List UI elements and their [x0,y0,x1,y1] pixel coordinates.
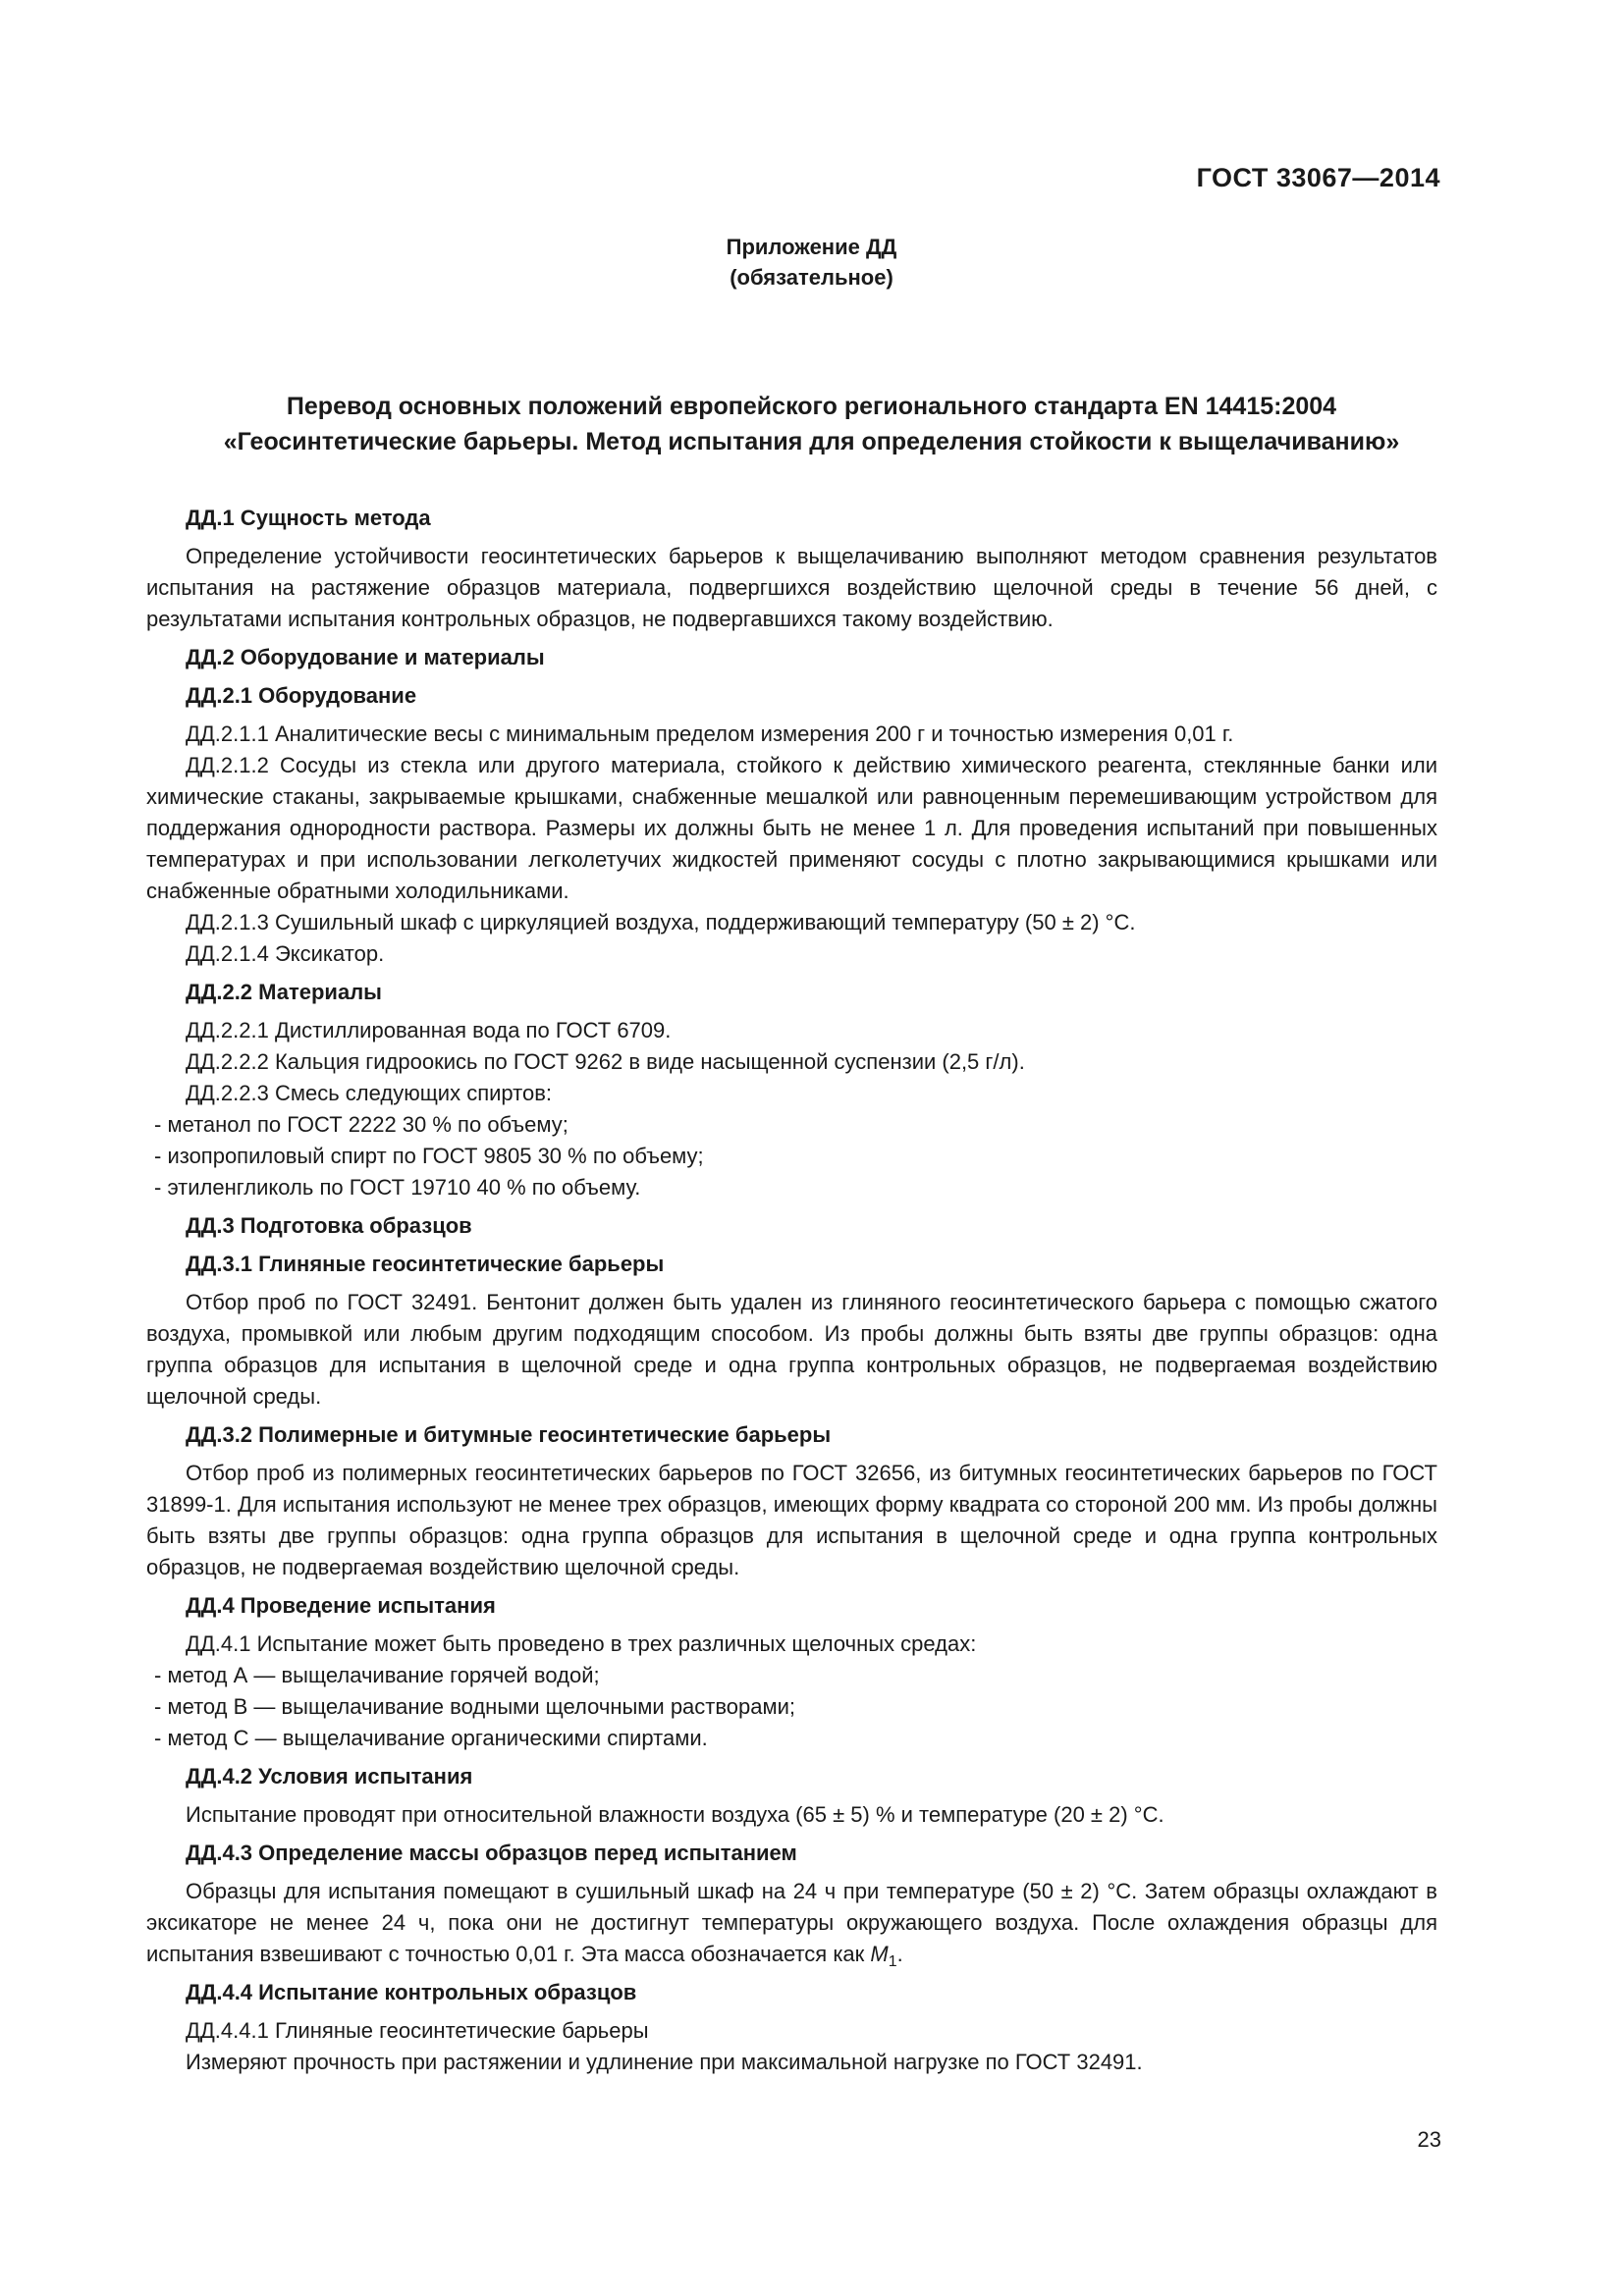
document-body [146,496,1437,2078]
section-heading: ДД.1 Сущность метода [186,506,431,530]
clause: ДД.2.1.4 Эксикатор. [186,941,385,966]
list-item: - этиленгликоль по ГОСТ 19710 40 % по объему. [154,1175,641,1200]
mass-subscript: 1 [888,1953,897,1970]
clause: ДД.2.2.3 Смесь следующих спиртов: [186,1081,553,1105]
clause: ДД.2.2.1 Дистиллированная вода по ГОСТ 6709. [186,1018,672,1042]
subsection-heading: ДД.4.3 Определение массы образцов перед испытанием [186,1841,797,1865]
list-item: - метод В — выщелачивание водными щелочными растворами; [154,1694,796,1719]
clause: ДД.4.4.1 Глиняные геосинтетические барьеры [186,2018,649,2043]
subsection-heading: ДД.3.1 Глиняные геосинтетические барьеры [186,1252,665,1276]
list-item: - метод А — выщелачивание горячей водой; [154,1663,600,1687]
clause: ДД.2.2.2 Кальция гидроокись по ГОСТ 9262 в виде насыщенной суспензии (2,5 г/л). [186,1049,1025,1074]
paragraph: Определение устойчивости геосинтетических барьеров к выщелачиванию выполняют методом сравнения результатов испытания на растяжение образцов материала, подвергшихся воздействию щелочной среды в течение 56 дней, с результатами испытания контрольных образцов, не подвергавшихся такому воздействию. [146,544,1437,631]
mass-symbol: M [870,1942,889,1966]
section-heading: ДД.2 Оборудование и материалы [186,645,545,669]
list-item: - метод С — выщелачивание органическими спиртами. [154,1726,708,1750]
annex-heading [0,232,1623,293]
clause: ДД.2.1.1 Аналитические весы с минимальным пределом измерения 200 г и точностью измерения 0,01 г. [186,721,1234,746]
subsection-heading: ДД.4.4 Испытание контрольных образцов [186,1980,637,2004]
paragraph: Отбор проб из полимерных геосинтетических барьеров по ГОСТ 32656, из битумных геосинтетических барьеров по ГОСТ 31899-1. Для испытания используют не менее трех образцов, имеющих форму квадрата со стороной 200 мм. Из пробы должны быть взяты две группы образцов: одна группа образцов для испытания в щелочной среде и одна группа контрольных образцов, не подвергаемая воздействию щелочной среды. [146,1461,1437,1579]
annex-status: (обязательное) [730,265,893,290]
paragraph: Отбор проб по ГОСТ 32491. Бентонит должен быть удален из глиняного геосинтетического барьера с помощью сжатого воздуха, промывкой или любым другим подходящим способом. Из пробы должны быть взяты две группы образцов: одна группа образцов для испытания в щелочной среде и одна группа контрольных образцов, не подвергаемая воздействию щелочной среды. [146,1290,1437,1409]
section-heading: ДД.3 Подготовка образцов [186,1213,472,1238]
subsection-heading: ДД.4.2 Условия испытания [186,1764,473,1789]
list-item: - изопропиловый спирт по ГОСТ 9805 30 % по объему; [154,1144,704,1168]
annex-label: Приложение ДД [726,235,897,259]
subsection-heading: ДД.2.1 Оборудование [186,683,417,708]
paragraph-text: Образцы для испытания помещают в сушильный шкаф на 24 ч при температуре (50 ± 2) °С. Затем образцы охлаждают в эксикаторе не менее 24 ч, пока они не достигнут температуры окружающего воздуха. После охлаждения образцы для испытания взвешивают с точностью 0,01 г. Эта масса обозначается как [146,1879,1437,1966]
clause: ДД.2.1.2 Сосуды из стекла или другого материала, стойкого к действию химического реагента, стеклянные банки или химические стаканы, закрываемые крышками, снабженные мешалкой или равноценным перемешивающим устройством для поддержания однородности раствора. Размеры их должны быть не менее 1 л. Для проведения испытаний при повышенных температурах и при использовании легколетучих жидкостей применяют сосуды с плотно закрывающимися крышками или снабженные обратными холодильниками. [146,753,1437,903]
title-line-2: «Геосинтетические барьеры. Метод испытания для определения стойкости к выщелачиванию» [223,428,1400,455]
paragraph: Испытание проводят при относительной влажности воздуха (65 ± 5) % и температуре (20 ± 2) °С. [186,1802,1164,1827]
clause: ДД.4.1 Испытание может быть проведено в трех различных щелочных средах: [186,1631,977,1656]
title-line-1: Перевод основных положений европейского регионального стандарта EN 14415:2004 [286,393,1337,420]
paragraph-end: . [896,1942,903,1966]
section-heading: ДД.4 Проведение испытания [186,1593,496,1618]
clause: ДД.2.1.3 Сушильный шкаф с циркуляцией воздуха, поддерживающий температуру (50 ± 2) °С. [186,910,1136,934]
subsection-heading: ДД.2.2 Материалы [186,980,382,1004]
standard-code: ГОСТ 33067—2014 [1196,163,1440,192]
paragraph: Измеряют прочность при растяжении и удлинение при максимальной нагрузке по ГОСТ 32491. [186,2050,1143,2074]
subsection-heading: ДД.3.2 Полимерные и битумные геосинтетические барьеры [186,1422,832,1447]
paragraph [146,1876,1437,1970]
document-title [108,389,1515,459]
page-number: 23 [1417,2127,1441,2152]
list-item: - метанол по ГОСТ 2222 30 % по объему; [154,1112,568,1137]
